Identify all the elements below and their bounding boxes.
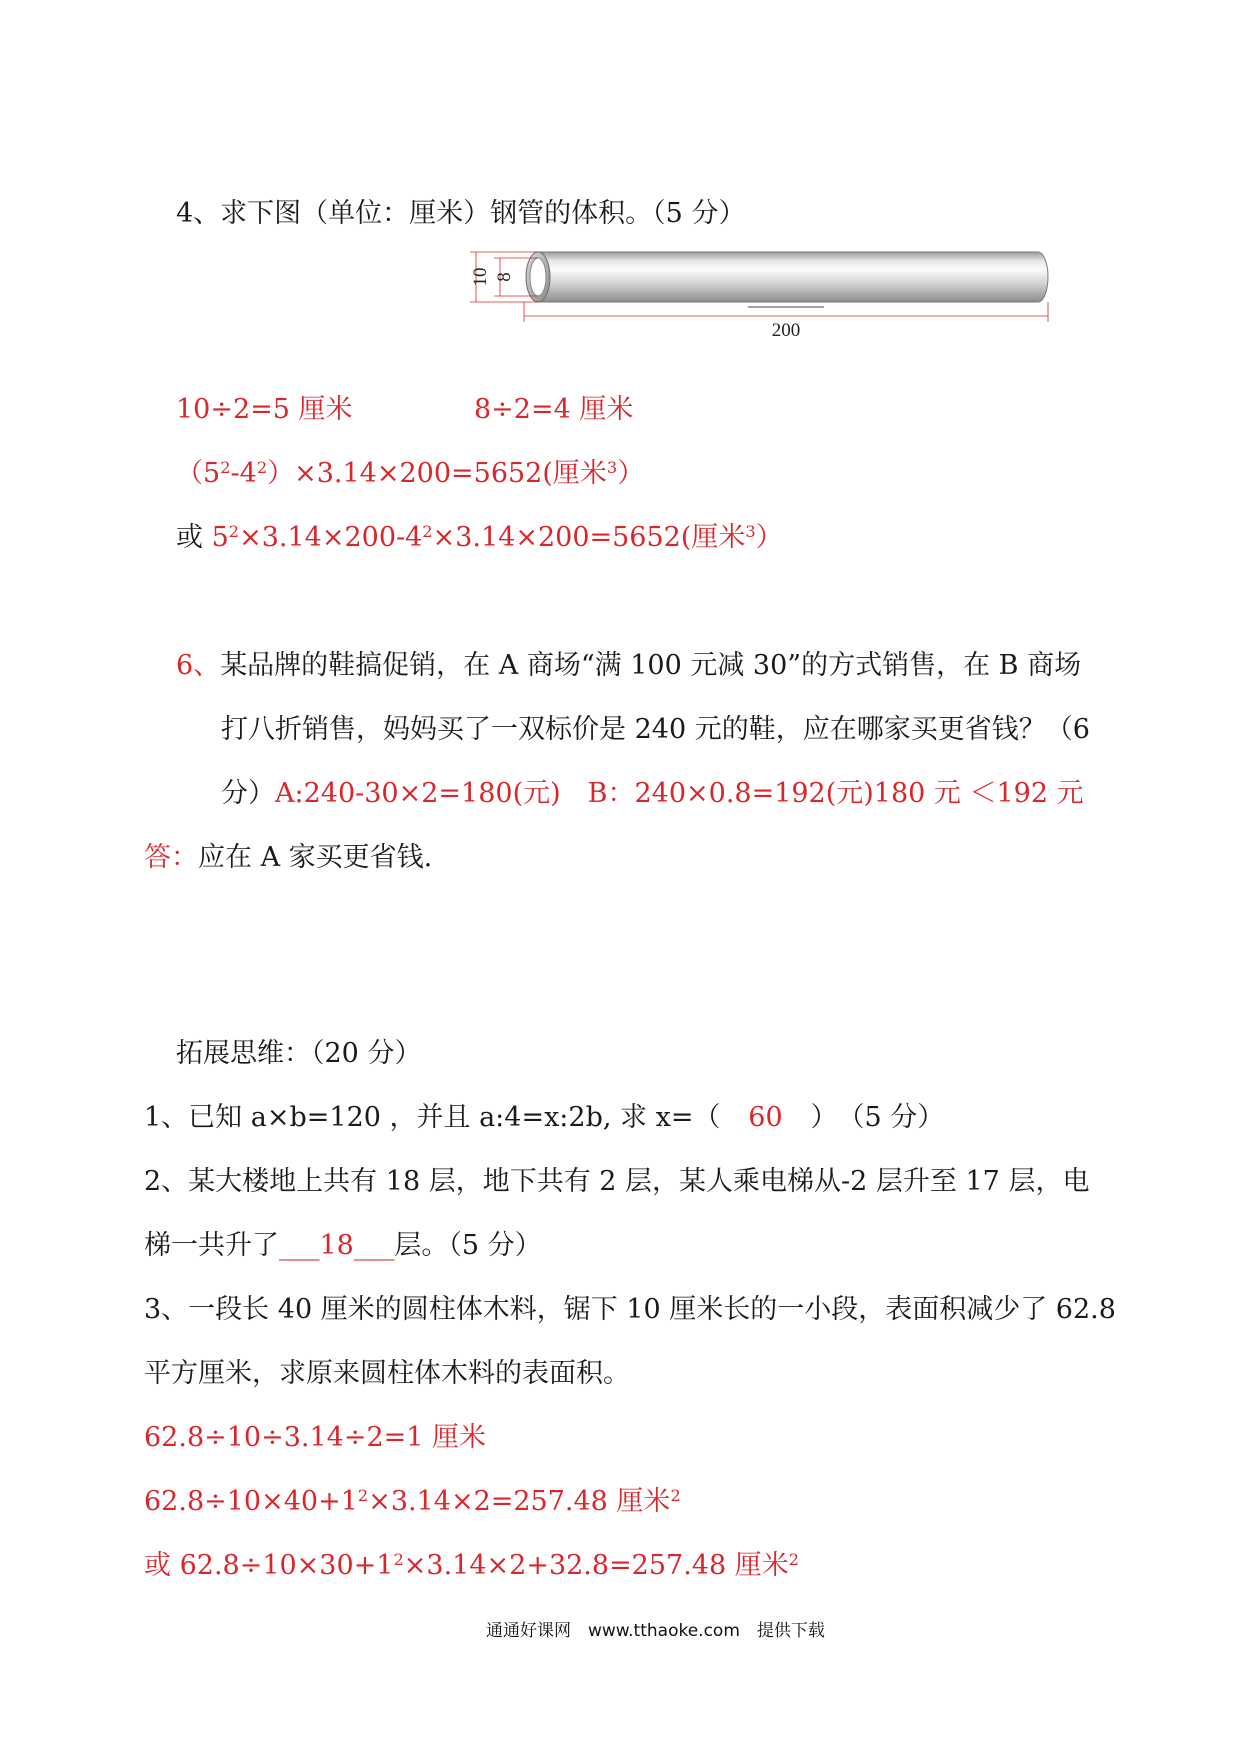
q4-answer-volume: $(5^2-4^2)\times 3.14\times 200=5652$(厘米$^3$） (176, 458, 645, 489)
ext-q1-answer: 60 (748, 1102, 783, 1133)
steel-pipe-figure (458, 240, 1058, 340)
q6-line-2: 打八折销售，妈妈买了一双标价是 240 元的鞋，应在哪家买更省钱？（6 (221, 714, 1090, 745)
page-footer: 通通好课网 www.tthaoke.com 提供下载 (486, 1621, 825, 1641)
pipe-body (538, 252, 1048, 302)
ext-q3-answer-radius: 62.8÷10÷3.14÷2=1 厘米 (144, 1422, 487, 1453)
q6-answer: 答：应在 A 家买更省钱. (144, 842, 433, 873)
ext-q3-line-2: 平方厘米，求原来圆柱体木料的表面积。 (144, 1358, 630, 1389)
ext-q3-answer-alternative: 或 $62.8\div 10\times 30+1^2\times 3.14\times 2+32.8=257.48$ 厘米$^2$ (144, 1550, 800, 1581)
ext-title: 拓展思维：（20 分） (176, 1038, 422, 1069)
q4-question: 4、求下图（单位：厘米）钢管的体积。（5 分） (176, 198, 746, 229)
ext-q3-answer-area: $62.8\div 10\times 40+1^2\times 3.14\times 2=257.48$ 厘米$^2$ (144, 1486, 681, 1517)
ext-q3-line-1: 3、一段长 40 厘米的圆柱体木料，锯下 10 厘米长的一小段，表面积减少了 62.8 (144, 1294, 1116, 1325)
outer-diameter-label: 10 (470, 267, 491, 287)
q4-answer-alternative: 或 $5^2\times 3.14\times 200-4^2\times 3.14\times 200=5652$(厘米$^3$） (176, 522, 783, 553)
ext-q2-line-1: 2、某大楼地上共有 18 层，地下共有 2 层，某人乘电梯从-2 层升至 17 层，电 (144, 1166, 1090, 1197)
inner-diameter-label: 8 (494, 272, 515, 282)
pipe-inner-hole (530, 258, 546, 296)
q4-answer-inner-radius: 8÷2=4 厘米 (474, 394, 634, 425)
ext-q1: 1、已知 a×b=120 ，并且 a:4=x:2b, 求 x=（ 60 ） （5 分） (144, 1100, 944, 1136)
ext-q2-answer: ___18___ (279, 1230, 395, 1261)
q6-line-1: 6、某品牌的鞋搞促销，在 A 商场“满 100 元减 30”的方式销售，在 B 商场 (176, 650, 1082, 681)
q4-answer-outer-radius: 10÷2=5 厘米 (176, 394, 353, 425)
ext-q2-line-2: 梯一共升了___18___层。（5 分） (144, 1230, 542, 1261)
length-label: 200 (771, 320, 801, 340)
q6-line-3: 分）A:240-30×2=180(元) B：240×0.8=192(元)180 元 ＜192 元 (221, 778, 1084, 809)
